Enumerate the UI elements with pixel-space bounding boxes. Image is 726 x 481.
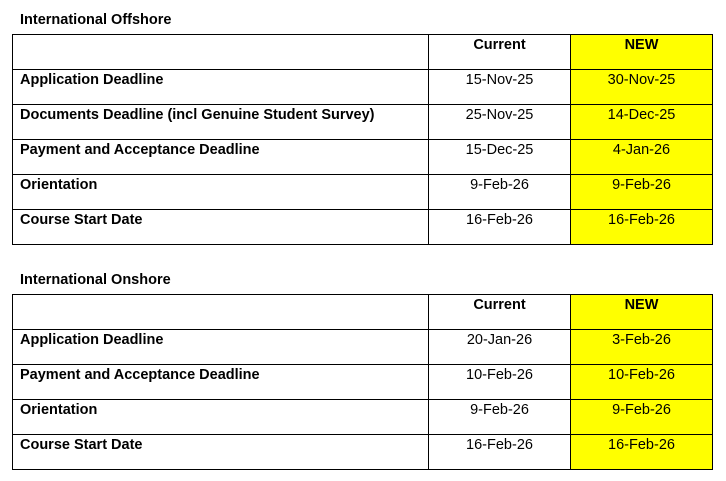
row-new-date: 10-Feb-26 bbox=[571, 365, 713, 400]
row-label: Course Start Date bbox=[13, 435, 429, 470]
row-label: Application Deadline bbox=[13, 70, 429, 105]
row-label: Application Deadline bbox=[13, 330, 429, 365]
table-row bbox=[13, 70, 713, 105]
row-label: Course Start Date bbox=[13, 210, 429, 245]
table-row bbox=[13, 140, 713, 175]
row-label: Payment and Acceptance Deadline bbox=[13, 365, 429, 400]
row-label: Orientation bbox=[13, 175, 429, 210]
row-current-date: 15-Dec-25 bbox=[429, 140, 571, 175]
table-row bbox=[13, 175, 713, 210]
header-new-cell: NEW bbox=[571, 35, 713, 70]
row-current-date: 9-Feb-26 bbox=[429, 175, 571, 210]
header-new-cell: NEW bbox=[571, 295, 713, 330]
header-current-cell: Current bbox=[429, 295, 571, 330]
header-current-cell: Current bbox=[429, 35, 571, 70]
row-current-date: 15-Nov-25 bbox=[429, 70, 571, 105]
table-row bbox=[13, 210, 713, 245]
row-new-date: 14-Dec-25 bbox=[571, 105, 713, 140]
table-row bbox=[13, 365, 713, 400]
table-row bbox=[13, 105, 713, 140]
onshore-table bbox=[12, 294, 713, 470]
table-row bbox=[13, 400, 713, 435]
table-row bbox=[13, 435, 713, 470]
table-header-row bbox=[13, 35, 713, 70]
row-new-date: 9-Feb-26 bbox=[571, 400, 713, 435]
offshore-title: International Offshore bbox=[20, 12, 172, 28]
row-new-date: 3-Feb-26 bbox=[571, 330, 713, 365]
offshore-table bbox=[12, 34, 713, 245]
row-new-date: 30-Nov-25 bbox=[571, 70, 713, 105]
row-new-date: 9-Feb-26 bbox=[571, 175, 713, 210]
row-current-date: 16-Feb-26 bbox=[429, 435, 571, 470]
row-label: Orientation bbox=[13, 400, 429, 435]
row-current-date: 9-Feb-26 bbox=[429, 400, 571, 435]
header-label-cell bbox=[13, 295, 429, 330]
row-current-date: 25-Nov-25 bbox=[429, 105, 571, 140]
row-new-date: 16-Feb-26 bbox=[571, 210, 713, 245]
row-new-date: 16-Feb-26 bbox=[571, 435, 713, 470]
row-current-date: 20-Jan-26 bbox=[429, 330, 571, 365]
row-label: Documents Deadline (incl Genuine Student Survey) bbox=[13, 105, 429, 140]
row-current-date: 10-Feb-26 bbox=[429, 365, 571, 400]
row-new-date: 4-Jan-26 bbox=[571, 140, 713, 175]
table-header-row bbox=[13, 295, 713, 330]
onshore-title: International Onshore bbox=[20, 272, 171, 288]
header-label-cell bbox=[13, 35, 429, 70]
row-label: Payment and Acceptance Deadline bbox=[13, 140, 429, 175]
row-current-date: 16-Feb-26 bbox=[429, 210, 571, 245]
table-row bbox=[13, 330, 713, 365]
